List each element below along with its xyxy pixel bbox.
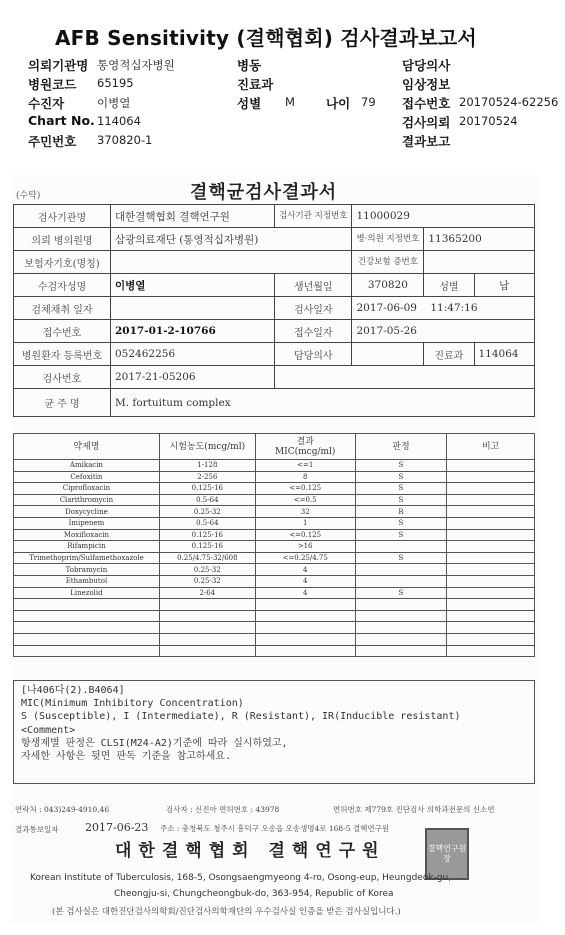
header-value: 65195	[97, 76, 134, 90]
address-english: Cheongju-si, Chungcheongbuk-do, 363-954, Republic of Korea	[114, 889, 394, 899]
notes-line: [나406다(2).B4064]	[21, 685, 125, 696]
drug-result: S	[355, 552, 447, 564]
drug-mic	[255, 645, 355, 657]
drug-result	[355, 633, 447, 645]
drug-note	[447, 564, 535, 576]
header-label: 결과보고	[402, 134, 451, 149]
mic-header-line2: MIC(mcg/ml)	[274, 446, 336, 457]
registration-number: 052462256	[111, 343, 275, 366]
drug-mic: 4	[255, 587, 355, 599]
requester-id-label: 병·의원 지정번호	[352, 228, 424, 251]
drug-name: Ethambutol	[14, 575, 160, 587]
drug-range: 0.125-16	[159, 541, 255, 553]
certification-text: (본 검사실은 대한진단검사의학회/진단검사의학재단의 우수검사실 인증을 받은 검사실입니다.)	[52, 907, 401, 917]
test-date-value: 2017-06-09	[356, 302, 417, 314]
drug-range	[159, 633, 255, 645]
drug-result: S	[355, 529, 447, 541]
drug-note	[447, 460, 535, 472]
drug-range: 0.125-16	[159, 529, 255, 541]
requester-id: 11365200	[424, 228, 535, 251]
drug-mic: 4	[255, 564, 355, 576]
birth-date: 370820	[352, 274, 424, 297]
drug-mic: <=0.125	[255, 529, 355, 541]
header-label: 나이	[326, 96, 351, 111]
header-value: 79	[361, 95, 376, 109]
drug-note	[447, 599, 535, 611]
drug-name	[14, 599, 160, 611]
address-text: 주소 : 충청북도 청주시 흥덕구 오송읍 오송생명4로 168-5 결핵연구원	[160, 824, 390, 833]
drug-range: 0.5-64	[159, 494, 255, 506]
drug-note	[447, 645, 535, 657]
drug-name: Ciprofloxacin	[14, 483, 160, 495]
test-time-value: 11:47:16	[430, 302, 478, 314]
organization-name: 대한결핵협회 결핵연구원	[115, 841, 386, 861]
drug-note	[447, 517, 535, 529]
document-tag: (수탁)	[16, 191, 41, 201]
range-header: 시험농도(mcg/ml)	[159, 434, 255, 460]
insurance-id-label: 건강보험 증번호	[352, 251, 424, 274]
report-date: 2017-06-23	[85, 821, 149, 834]
header-label: 검사의뢰	[402, 115, 451, 130]
drug-name: Rifampicin	[14, 541, 160, 553]
drug-mic: <=0.125	[255, 483, 355, 495]
organization-english: Korean Institute of Tuberculosis, 168-5, Osongsaengmyeong 4-ro, Osong-eup, Heungdeok-gu,	[30, 873, 452, 883]
organism-label: 균 주 명	[14, 389, 111, 417]
drug-result	[355, 645, 447, 657]
report-date-label: 결과통보일자	[15, 825, 59, 834]
drug-result	[355, 599, 447, 611]
drug-note	[447, 575, 535, 587]
header-label: 의뢰기관명	[28, 58, 89, 73]
drug-row	[14, 460, 535, 472]
drug-mic	[255, 622, 355, 634]
header-label: 진료과	[237, 77, 274, 92]
drug-row	[14, 610, 535, 622]
header-value: 20170524-62256	[459, 95, 559, 109]
exam-number: 2017-21-05206	[111, 366, 275, 389]
drug-range	[159, 645, 255, 657]
drug-mic	[255, 610, 355, 622]
organism-name: M. fortuitum complex	[111, 389, 535, 417]
drug-result	[355, 564, 447, 576]
drug-range: 2-256	[159, 471, 255, 483]
drug-note	[447, 541, 535, 553]
document-title: 결핵균검사결과서	[190, 182, 338, 203]
header-value: 통영적십자병원	[97, 58, 175, 72]
header-value: 이병열	[97, 96, 131, 110]
drug-mic: 8	[255, 471, 355, 483]
drug-name	[14, 645, 160, 657]
drug-name: Doxycycline	[14, 506, 160, 518]
header-label: 병원코드	[28, 77, 77, 92]
mic-header	[255, 434, 355, 460]
drug-name	[14, 633, 160, 645]
drug-range: 0.5-64	[159, 517, 255, 529]
drug-note	[447, 529, 535, 541]
drug-name: Linezolid	[14, 587, 160, 599]
drug-range	[159, 599, 255, 611]
header-value: 114064	[97, 114, 141, 128]
header-value: 370820-1	[97, 133, 153, 147]
drug-note	[447, 494, 535, 506]
drug-name: Imipenem	[14, 517, 160, 529]
mic-header-line1: 결과	[296, 436, 314, 447]
department-value: 114064	[474, 343, 535, 366]
drug-name: Trimethoprim/Sulfamethoxazole	[14, 552, 160, 564]
drug-range: 0.25-32	[159, 564, 255, 576]
drug-row	[14, 575, 535, 587]
header-label: 접수번호	[402, 96, 451, 111]
drug-row	[14, 587, 535, 599]
susceptibility-table	[13, 433, 535, 657]
lab-name: 대한결핵협회 결핵연구원	[111, 205, 275, 228]
header-label: 수진자	[28, 96, 65, 111]
patient-name: 이병열	[111, 274, 275, 297]
requester-label: 의뢰 병의원명	[14, 228, 111, 251]
drug-row	[14, 645, 535, 657]
drug-result	[355, 622, 447, 634]
header-value: M	[285, 95, 295, 109]
drug-row	[14, 552, 535, 564]
registration-label: 병원환자 등록번호	[14, 343, 111, 366]
received-label: 접수일자	[275, 320, 352, 343]
drug-result: S	[355, 494, 447, 506]
drug-range: 1-128	[159, 460, 255, 472]
insurance-value	[111, 251, 352, 274]
drug-row	[14, 633, 535, 645]
header-label: 성별	[237, 96, 262, 111]
drug-mic	[255, 599, 355, 611]
drug-row	[14, 483, 535, 495]
drug-result	[355, 541, 447, 553]
drug-result: S	[355, 517, 447, 529]
patient-label: 수검자성명	[14, 274, 111, 297]
drug-row	[14, 599, 535, 611]
notes-line: <Comment>	[21, 724, 76, 736]
drug-row	[14, 517, 535, 529]
notes-line: 자세한 사항은 뒷면 판독 기준을 참고하세요.	[21, 751, 232, 763]
drug-row	[14, 506, 535, 518]
received-date: 2017-05-26	[352, 320, 535, 343]
accession-label: 접수번호	[14, 320, 111, 343]
drug-name	[14, 610, 160, 622]
drug-range: 0.25-32	[159, 506, 255, 518]
sex-label: 성별	[424, 274, 474, 297]
header-label: 주민번호	[28, 134, 77, 149]
drug-header: 약제명	[14, 434, 160, 460]
drug-range: 0.125-16	[159, 483, 255, 495]
header-label: Chart No.	[28, 113, 95, 128]
drug-range	[159, 622, 255, 634]
drug-note	[447, 506, 535, 518]
sex-value: 남	[474, 274, 535, 297]
drug-name: Clarithromycin	[14, 494, 160, 506]
report-title: AFB Sensitivity (결핵협회) 검사결과보고서	[55, 26, 477, 50]
header-value: 20170524	[459, 114, 518, 128]
drug-row	[14, 494, 535, 506]
drug-mic: <=0.25/4.75	[255, 552, 355, 564]
drug-result: S	[355, 483, 447, 495]
official-seal: 결핵연구원장	[425, 828, 469, 880]
collection-label: 검체채취 일자	[14, 297, 111, 320]
drug-result: S	[355, 460, 447, 472]
drug-name: Moxifloxacin	[14, 529, 160, 541]
drug-mic: 32	[255, 506, 355, 518]
drug-name: Tobramycin	[14, 564, 160, 576]
drug-result: R	[355, 506, 447, 518]
insurance-id	[424, 251, 535, 274]
drug-range: 0.25/4.75-32/608	[159, 552, 255, 564]
drug-row	[14, 529, 535, 541]
patient-info-table	[13, 204, 535, 417]
drug-note	[447, 471, 535, 483]
note-header: 비고	[447, 434, 535, 460]
exam-blank	[275, 366, 535, 389]
drug-mic: 4	[255, 575, 355, 587]
drug-note	[447, 633, 535, 645]
examiner-text: 검사자 : 신진아 면허번호 : 43978	[166, 805, 280, 814]
drug-note	[447, 622, 535, 634]
drug-name: Cefoxitin	[14, 471, 160, 483]
header-label: 병동	[237, 58, 262, 73]
drug-range: 2-64	[159, 587, 255, 599]
drug-note	[447, 610, 535, 622]
drug-note	[447, 587, 535, 599]
header-label: 임상정보	[402, 77, 451, 92]
test-date-label: 검사일자	[275, 297, 352, 320]
collection-date	[111, 297, 275, 320]
requester-name: 삼광의료재단 (통영적십자병원)	[111, 228, 352, 251]
drug-row	[14, 471, 535, 483]
test-date	[352, 297, 535, 320]
drug-mic: <=1	[255, 460, 355, 472]
notes-line: S (Susceptible), I (Intermediate), R (Resistant), IR(Inducible resistant)	[21, 711, 461, 723]
doctor-label: 담당의사	[275, 343, 352, 366]
insurance-label: 보험자기호(명칭)	[14, 251, 111, 274]
drug-row	[14, 564, 535, 576]
lab-label: 검사기관명	[14, 205, 111, 228]
drug-result	[355, 575, 447, 587]
doctor-value	[352, 343, 424, 366]
drug-mic	[255, 633, 355, 645]
director-text: 면허번호 제779호 진단검사 의학과전문의 신소연	[333, 805, 495, 814]
drug-row	[14, 622, 535, 634]
drug-name	[14, 622, 160, 634]
notes-line: MIC(Minimum Inhibitory Concentration)	[21, 698, 244, 710]
lab-id-label: 검사기관 지정번호	[275, 205, 352, 228]
interpretation-header: 판정	[355, 434, 447, 460]
header-label: 담당의사	[402, 58, 451, 73]
drug-range: 0.25-32	[159, 575, 255, 587]
drug-result: S	[355, 471, 447, 483]
drug-note	[447, 552, 535, 564]
lab-id: 11000029	[352, 205, 535, 228]
notes-box	[13, 680, 535, 784]
drug-name: Amikacin	[14, 460, 160, 472]
birth-label: 생년월일	[275, 274, 352, 297]
drug-result	[355, 610, 447, 622]
contact-text: 연락처 : 043)249-4910,46	[15, 805, 110, 814]
drug-mic: 1	[255, 517, 355, 529]
drug-result: S	[355, 587, 447, 599]
accession-number: 2017-01-2-10766	[111, 320, 275, 343]
drug-mic: <=0.5	[255, 494, 355, 506]
notes-line: 항생제별 판정은 CLSI(M24-A2)기준에 따라 실시하였고,	[21, 737, 288, 749]
drug-note	[447, 483, 535, 495]
department-label: 진료과	[424, 343, 474, 366]
exam-number-label: 검사번호	[14, 366, 111, 389]
drug-row	[14, 541, 535, 553]
drug-mic: >16	[255, 541, 355, 553]
drug-range	[159, 610, 255, 622]
